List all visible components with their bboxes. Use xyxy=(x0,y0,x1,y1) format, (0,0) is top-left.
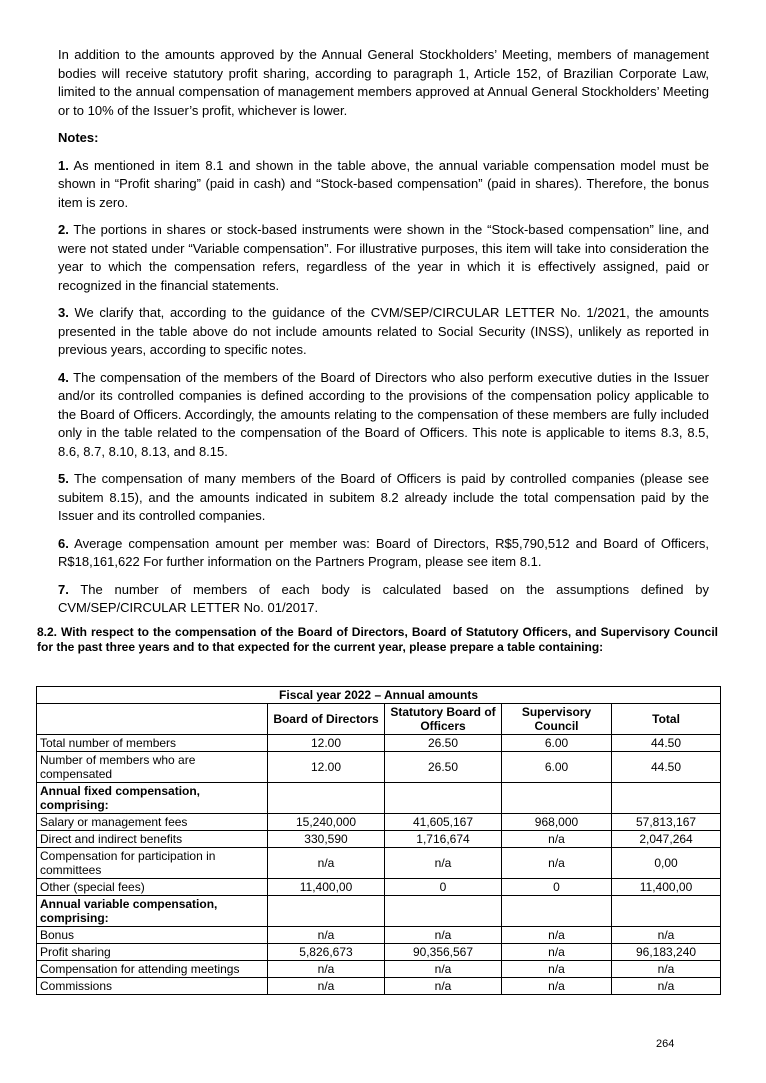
table-cell: n/a xyxy=(502,927,612,944)
notes-heading: Notes: xyxy=(58,130,99,145)
table-title: Fiscal year 2022 – Annual amounts xyxy=(37,687,721,704)
compensation-table xyxy=(36,686,721,995)
table-cell: n/a xyxy=(502,831,612,848)
note-text: The portions in shares or stock-based instruments were shown in the “Stock-based compensation” line, and were not stated under “Variable compensation”. For illustrative purposes, this item will take into consideration the year to which the compensation refers, regardless of the year in which it is effectively assigned, paid or recognized in the financial statements. xyxy=(58,222,709,293)
row-label: Salary or management fees xyxy=(37,814,268,831)
note-7 xyxy=(58,581,709,618)
table-cell: n/a xyxy=(612,927,721,944)
row-label: Annual variable compensation, comprising: xyxy=(37,896,268,927)
column-header: Total xyxy=(612,704,721,735)
table-row xyxy=(37,927,721,944)
table-row xyxy=(37,735,721,752)
table-cell: 12.00 xyxy=(268,735,385,752)
table-cell: 0 xyxy=(502,879,612,896)
table-cell xyxy=(268,896,385,927)
table-cell: 968,000 xyxy=(502,814,612,831)
intro-paragraph: In addition to the amounts approved by the Annual General Stockholders’ Meeting, members of management bodies will receive statutory profit sharing, according to paragraph 1, Article 152, of Brazilian Corporate Law, limited to the annual compensation of management members approved at Annual General Stockholders’ Meeting or to 10% of the Issuer’s profit, whichever is lower. xyxy=(58,47,709,118)
table-cell: n/a xyxy=(612,978,721,995)
table-cell: 90,356,567 xyxy=(385,944,502,961)
note-3 xyxy=(58,304,709,360)
note-2 xyxy=(58,221,709,295)
table-cell: 44.50 xyxy=(612,735,721,752)
row-label: Compensation for attending meetings xyxy=(37,961,268,978)
row-label: Bonus xyxy=(37,927,268,944)
table-row xyxy=(37,831,721,848)
column-header: Statutory Board of Officers xyxy=(385,704,502,735)
table-cell: 57,813,167 xyxy=(612,814,721,831)
row-label: Other (special fees) xyxy=(37,879,268,896)
table-cell: n/a xyxy=(268,978,385,995)
note-text: The compensation of the members of the Board of Directors who also perform executive duties in the Issuer and/or its controlled companies is defined according to the provisions of the compensation policy applicable to the Board of Officers. Accordingly, the amounts relating to the compensation of these members are fully included only in the table related to the compensation of the Board of Officers. This note is applicable to items 8.3, 8.5, 8.6, 8.7, 8.10, 8.13, and 8.15. xyxy=(58,369,709,459)
table-cell: 330,590 xyxy=(268,831,385,848)
table-cell: 41,605,167 xyxy=(385,814,502,831)
table-row xyxy=(37,752,721,783)
table-cell: n/a xyxy=(268,848,385,879)
note-text: The number of members of each body is calculated based on the assumptions defined by CVM/SEP/CIRCULAR LETTER No. 01/2017. xyxy=(58,581,709,615)
table-row xyxy=(37,879,721,896)
table-title-row xyxy=(37,687,721,704)
table-cell: n/a xyxy=(502,961,612,978)
table-cell xyxy=(612,783,721,814)
table-cell: n/a xyxy=(612,961,721,978)
note-number: 2. xyxy=(58,222,69,237)
table-cell xyxy=(502,783,612,814)
note-5 xyxy=(58,470,709,526)
table-cell xyxy=(385,896,502,927)
table-cell: 15,240,000 xyxy=(268,814,385,831)
table-cell xyxy=(502,896,612,927)
table-row xyxy=(37,814,721,831)
table-cell: 11,400,00 xyxy=(268,879,385,896)
note-number: 4. xyxy=(58,369,69,385)
table-row xyxy=(37,961,721,978)
table-cell: 44.50 xyxy=(612,752,721,783)
note-text: As mentioned in item 8.1 and shown in the table above, the annual variable compensation model must be shown in “Profit sharing” (paid in cash) and “Stock-based compensation” (paid in shares). Therefore, the bonus item is zero. xyxy=(58,157,709,210)
document-body xyxy=(58,46,709,627)
note-6 xyxy=(58,535,709,572)
note-number: 1. xyxy=(58,157,69,173)
section-heading: 8.2. With respect to the compensation of the Board of Directors, Board of Statutory Officers, and Supervisory Council for the past three years and to that expected for the current year, please prepare a table containing: xyxy=(37,625,718,654)
row-label: Commissions xyxy=(37,978,268,995)
table-cell: n/a xyxy=(385,961,502,978)
table-cell: n/a xyxy=(502,978,612,995)
table-row xyxy=(37,978,721,995)
table-cell xyxy=(385,783,502,814)
table-cell: n/a xyxy=(385,978,502,995)
table-cell: 2,047,264 xyxy=(612,831,721,848)
table-cell: 0,00 xyxy=(612,848,721,879)
table-cell: 11,400,00 xyxy=(612,879,721,896)
column-header: Board of Directors xyxy=(268,704,385,735)
table-body xyxy=(37,735,721,995)
table-cell: 1,716,674 xyxy=(385,831,502,848)
table-cell: n/a xyxy=(268,927,385,944)
note-number: 7. xyxy=(58,581,69,597)
table-cell: 26.50 xyxy=(385,752,502,783)
note-1 xyxy=(58,157,709,213)
row-label: Total number of members xyxy=(37,735,268,752)
table-cell xyxy=(268,783,385,814)
note-number: 5. xyxy=(58,471,69,486)
row-label: Number of members who are compensated xyxy=(37,752,268,783)
table-cell: 12.00 xyxy=(268,752,385,783)
table-cell: n/a xyxy=(385,848,502,879)
table-row xyxy=(37,783,721,814)
page-number: 264 xyxy=(656,1038,675,1050)
note-text: We clarify that, according to the guidance of the CVM/SEP/CIRCULAR LETTER No. 1/2021, the amounts presented in the table above do not include amounts related to Social Security (INSS), unlikely as reported in previous years, according to specific notes. xyxy=(58,305,709,357)
note-4 xyxy=(58,369,709,462)
row-label: Profit sharing xyxy=(37,944,268,961)
table-header-row xyxy=(37,704,721,735)
table-cell xyxy=(612,896,721,927)
row-label: Compensation for participation in committees xyxy=(37,848,268,879)
table-cell: n/a xyxy=(502,944,612,961)
table-cell: 0 xyxy=(385,879,502,896)
table-row xyxy=(37,944,721,961)
table-row xyxy=(37,896,721,927)
table-cell: n/a xyxy=(502,848,612,879)
note-number: 6. xyxy=(58,535,69,551)
column-header: Supervisory Council xyxy=(502,704,612,735)
note-text: Average compensation amount per member was: Board of Directors, R$5,790,512 and Board of Officers, R$18,161,622 For further information on the Partners Program, please see item 8.1. xyxy=(58,535,709,569)
table-cell: 6.00 xyxy=(502,735,612,752)
table-cell: 26.50 xyxy=(385,735,502,752)
table-cell: n/a xyxy=(268,961,385,978)
table-row xyxy=(37,848,721,879)
row-label: Annual fixed compensation, comprising: xyxy=(37,783,268,814)
table-cell: 6.00 xyxy=(502,752,612,783)
note-number: 3. xyxy=(58,305,69,320)
table-cell: 5,826,673 xyxy=(268,944,385,961)
note-text: The compensation of many members of the Board of Officers is paid by controlled companies (please see subitem 8.15), and the amounts indicated in subitem 8.2 already include the total compensation paid by the Issuer and its controlled companies. xyxy=(58,471,709,523)
table-cell: 96,183,240 xyxy=(612,944,721,961)
table-cell: n/a xyxy=(385,927,502,944)
header-empty xyxy=(37,704,268,735)
row-label: Direct and indirect benefits xyxy=(37,831,268,848)
